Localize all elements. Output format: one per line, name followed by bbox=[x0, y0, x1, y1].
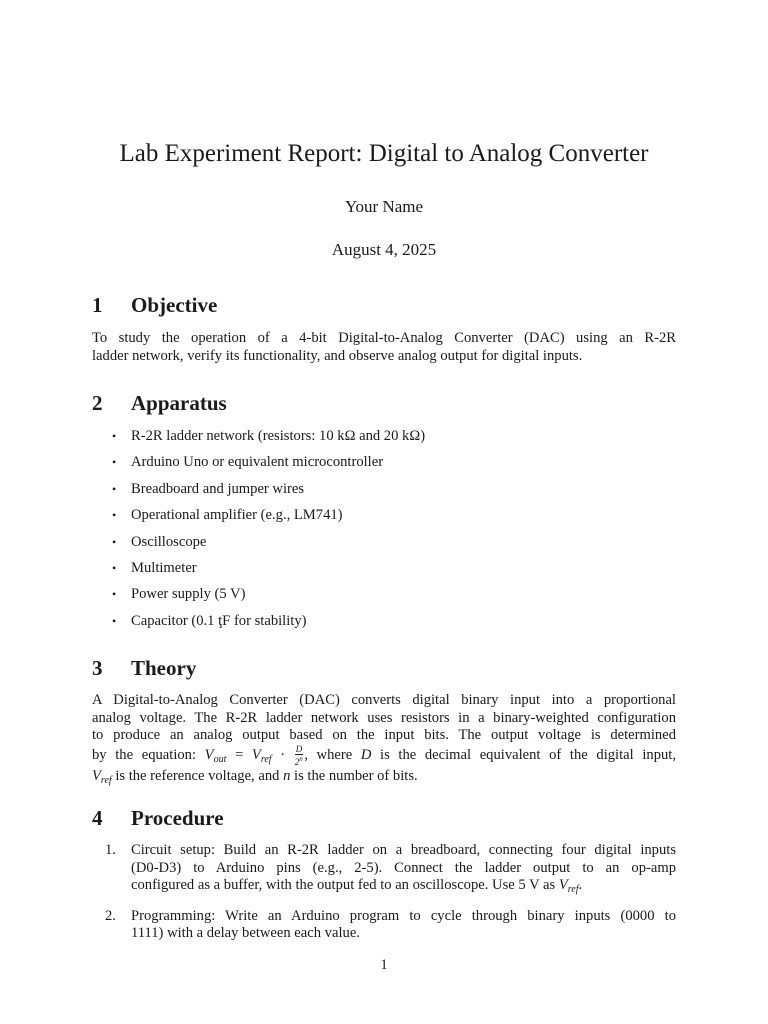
page-number: 1 bbox=[380, 957, 388, 973]
section-number: 1 bbox=[92, 293, 103, 317]
math-subscript-out: out bbox=[213, 753, 227, 765]
text-line: analog voltage. The R-2R ladder network uses resistors in a binary-weighted configuration bbox=[92, 709, 676, 726]
math-subscript-ref: ref bbox=[100, 775, 112, 787]
math-symbol-v: V bbox=[251, 746, 261, 763]
list-item-text: Power supply (5 V) bbox=[131, 586, 246, 603]
section-heading-theory bbox=[92, 654, 196, 682]
section-title: Objective bbox=[131, 293, 218, 317]
list-item bbox=[112, 479, 425, 505]
step-number: 2. bbox=[105, 907, 116, 924]
text-run: . bbox=[578, 877, 583, 894]
math-subscript-ref: ref bbox=[260, 753, 272, 765]
apparatus-list bbox=[112, 426, 425, 637]
list-item bbox=[112, 452, 425, 478]
text-line: Circuit setup: Build an R-2R ladder on a breadboard, connecting four digital inputs bbox=[131, 842, 676, 858]
bullet-icon: • bbox=[112, 429, 117, 443]
section-title: Apparatus bbox=[131, 391, 227, 415]
list-item bbox=[112, 558, 425, 584]
math-symbol-v: V bbox=[92, 768, 101, 785]
bullet-icon: • bbox=[112, 534, 117, 549]
bullet-icon: • bbox=[112, 587, 117, 602]
text-line: 1111) with a delay between each value. bbox=[131, 925, 360, 942]
text-run: is the reference voltage, and bbox=[111, 768, 284, 785]
bullet-icon: • bbox=[112, 613, 117, 628]
section-heading-apparatus bbox=[92, 389, 227, 417]
section-title: Procedure bbox=[131, 806, 224, 830]
document-date: August 4, 2025 bbox=[331, 240, 437, 259]
list-item bbox=[112, 611, 425, 637]
text-run: configured as a buffer, with the output fed to an oscilloscope. Use 5 V as bbox=[131, 877, 559, 894]
text-line: ladder network, verify its functionality, and observe analog output for digital inputs. bbox=[92, 347, 583, 364]
list-item-text: Arduino Uno or equivalent microcontroller bbox=[131, 454, 384, 471]
math-fraction bbox=[295, 745, 304, 767]
list-item-text: R-2R ladder network (resistors: 10 kΩ and 20 kΩ) bbox=[131, 428, 426, 444]
text-line: Programming: Write an Arduino program to cycle through binary inputs (0000 to bbox=[131, 907, 676, 924]
bullet-icon: • bbox=[112, 481, 117, 496]
denominator-base: 2 bbox=[294, 756, 300, 767]
bullet-icon: • bbox=[112, 508, 117, 523]
math-dot: · bbox=[271, 746, 294, 763]
list-item-text: Operational amplifier (e.g., LM741) bbox=[131, 507, 343, 524]
document-author: Your Name bbox=[344, 197, 424, 216]
section-number: 3 bbox=[92, 656, 103, 680]
math-symbol-v: V bbox=[558, 877, 568, 894]
procedure-list bbox=[105, 842, 676, 952]
bullet-icon: • bbox=[112, 455, 117, 470]
list-item bbox=[112, 426, 425, 452]
section-number: 2 bbox=[92, 391, 103, 415]
math-symbol-n: n bbox=[283, 768, 291, 785]
step-number: 1. bbox=[105, 842, 116, 858]
math-symbol-d: D bbox=[360, 746, 372, 763]
list-item bbox=[105, 908, 676, 943]
text-line bbox=[92, 768, 676, 790]
section-title: Theory bbox=[131, 656, 197, 680]
list-item bbox=[112, 505, 425, 531]
list-item bbox=[105, 842, 676, 899]
text-line: to produce an analog output based on the input bits. The output voltage is determined bbox=[92, 727, 676, 744]
list-item-text: Multimeter bbox=[131, 559, 197, 576]
text-run: is the decimal equivalent of the digital input, bbox=[371, 746, 676, 763]
theory-paragraph bbox=[92, 692, 676, 790]
text-line: (D0-D3) to Arduino pins (e.g., 2-5). Connect the ladder output to an op-amp bbox=[131, 859, 676, 876]
list-item-text: Oscilloscope bbox=[131, 533, 207, 550]
section-number: 4 bbox=[92, 806, 103, 830]
fraction-denominator bbox=[295, 755, 304, 767]
math-symbol-v: V bbox=[204, 746, 214, 763]
equation-line bbox=[92, 745, 676, 769]
math-equals: = bbox=[226, 746, 252, 763]
list-item-text: Capacitor (0.1 ţF for stability) bbox=[131, 612, 307, 629]
fraction-numerator: D bbox=[295, 743, 303, 754]
text-line: A Digital-to-Analog Converter (DAC) converts digital binary input into a proportional bbox=[92, 692, 676, 708]
list-item bbox=[112, 532, 425, 558]
list-item-text: Breadboard and jumper wires bbox=[131, 480, 305, 497]
text-line bbox=[131, 877, 676, 899]
list-item bbox=[112, 584, 425, 610]
text-line: To study the operation of a 4-bit Digital-to-Analog Converter (DAC) using an R-2R bbox=[92, 330, 676, 346]
math-subscript-ref: ref bbox=[567, 884, 579, 896]
text-run: is the number of bits. bbox=[290, 768, 418, 785]
bullet-icon: • bbox=[112, 560, 117, 575]
objective-paragraph bbox=[92, 330, 676, 365]
denominator-exponent: n bbox=[299, 754, 303, 763]
text-run: by the equation: bbox=[92, 746, 205, 763]
text-run: , where bbox=[304, 746, 361, 763]
document-title: Lab Experiment Report: Digital to Analog Converter bbox=[119, 140, 649, 167]
section-heading-procedure bbox=[92, 804, 224, 832]
section-heading-objective bbox=[92, 291, 217, 319]
